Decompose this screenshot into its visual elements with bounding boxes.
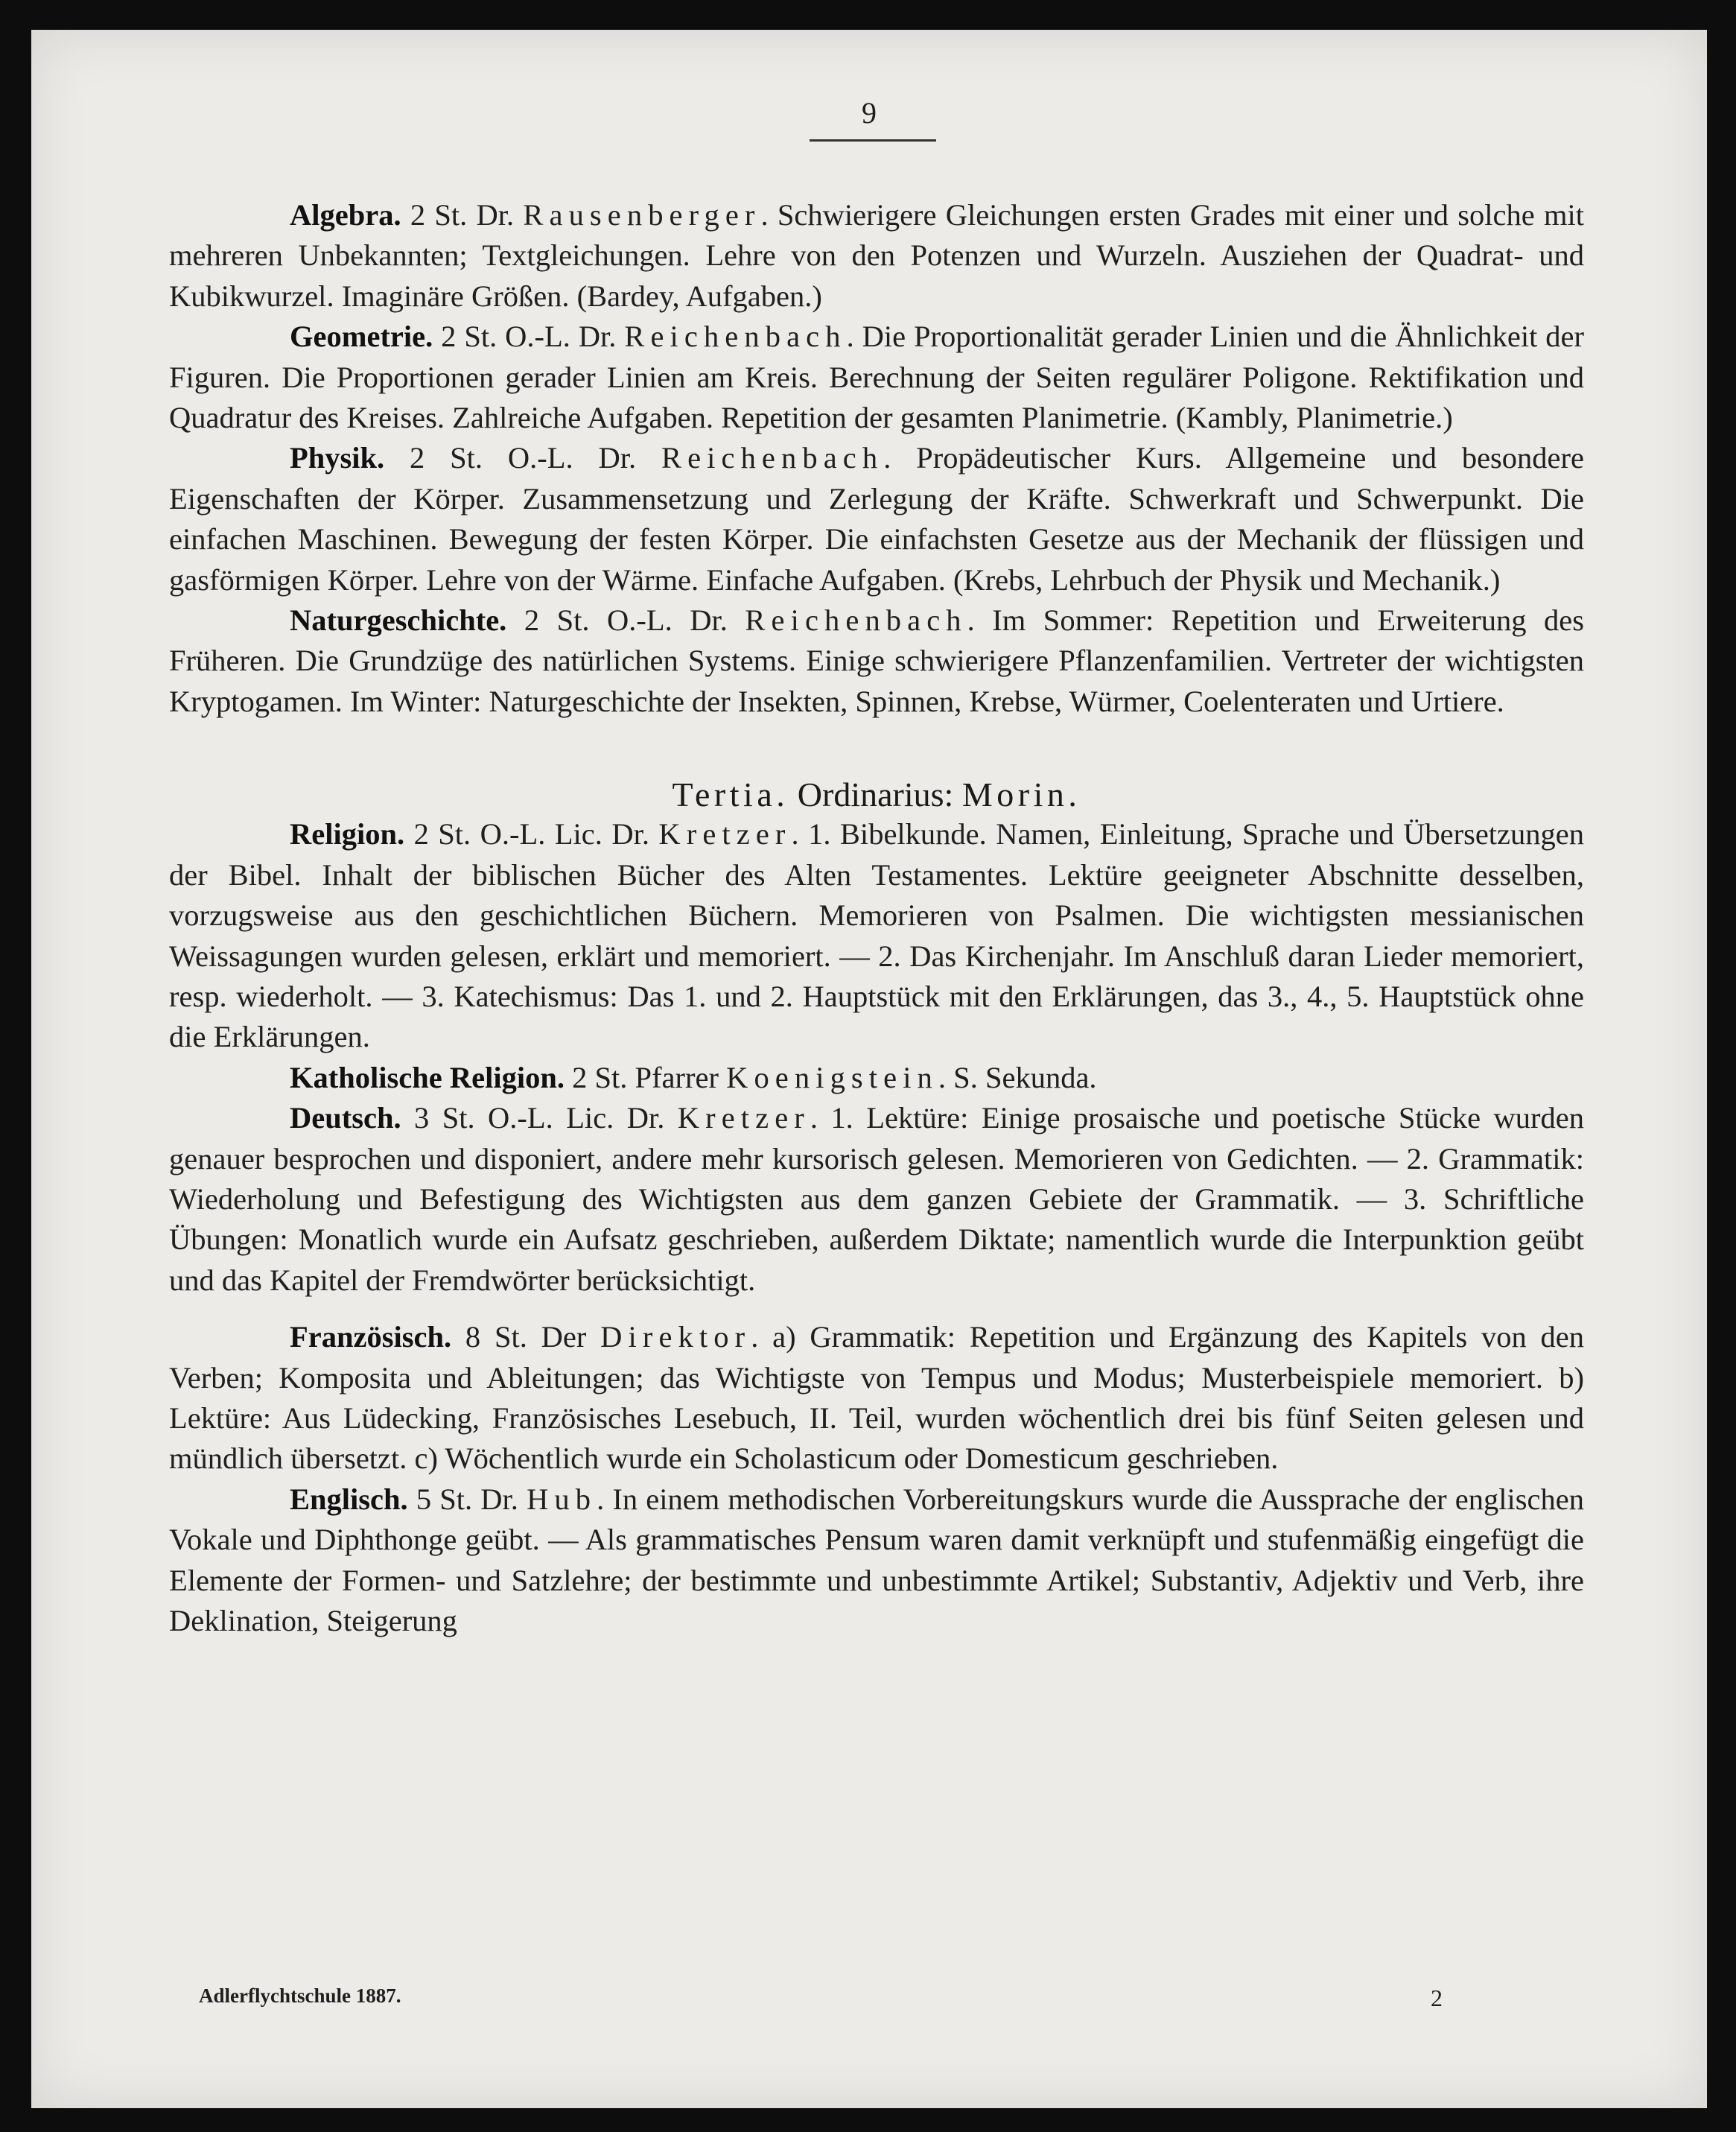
subject-heading: Französisch.	[290, 1320, 452, 1354]
paragraph-physik: Physik. 2 St. O.-L. Dr. Reichenbach. Propädeutischer Kurs. Allgemeine und besondere Eigenschaften der Körper. Zusammensetzung und Zerlegung der Kräfte. Schwerkraft und Schwerpunkt. Die einfachen Maschinen. Bewegung der festen Körper. Die einfachsten Gesetze aus der Mechanik der flüssigen und gasförmigen Körper. Lehre von der Wärme. Einfache Aufgaben. (Krebs, Lehrbuch der Physik und Mechanik.)	[169, 441, 1584, 597]
teacher-name: Kretzer	[658, 817, 792, 851]
teacher-name: Reichenbach	[661, 441, 884, 475]
teacher-name: Kretzer	[677, 1101, 810, 1135]
subject-heading: Physik.	[290, 441, 385, 475]
subject-heading: Geometrie.	[290, 320, 433, 354]
section-heading-tertia: Tertia. Ordinarius: Morin.	[672, 775, 1081, 814]
page-body	[169, 195, 1584, 1641]
page-number: 9	[862, 96, 877, 130]
subject-heading: Deutsch.	[290, 1101, 401, 1135]
teacher-name: Hub	[527, 1482, 597, 1516]
subject-heading: Englisch.	[290, 1482, 408, 1516]
paragraph-algebra: Algebra. 2 St. Dr. Rausenberger. Schwierigere Gleichungen ersten Grades mit einer und solche mit mehreren Unbekannten; Textgleichungen. Lehre von den Potenzen und Wurzeln. Ausziehen der Quadrat- und Kubikwurzel. Imaginäre Größen. (Bardey, Aufgaben.)	[169, 198, 1584, 313]
page-number-underline	[810, 139, 936, 142]
footer-signature-number: 2	[1431, 1985, 1443, 2011]
subject-heading: Religion.	[290, 817, 405, 851]
paragraph-franzoesisch: Französisch. 8 St. Der Direktor. a) Grammatik: Repetition und Ergänzung des Kapitels von den Verben; Komposita und Ableitungen; das Wichtigste von Tempus und Modus; Musterbeispiele memoriert. b) Lektüre: Aus Lüdecking, Französisches Lesebuch, II. Teil, wurden wöchentlich drei bis fünf Seiten gelesen und mündlich übersetzt. c) Wöchentlich wurde ein Scholasticum oder Domesticum geschrieben.	[169, 1320, 1584, 1476]
paragraph-englisch: Englisch. 5 St. Dr. Hub. In einem methodischen Vorbereitungskurs wurde die Aussprache der englischen Vokale und Diphthonge geübt. — Als grammatisches Pensum waren damit verknüpft und stufenmäßig eingefügt die Elemente der Formen- und Satzlehre; der bestimmte und unbestimmte Artikel; Substantiv, Adjektiv und Verb, ihre Deklination, Steigerung	[169, 1482, 1584, 1637]
paragraph-geometrie: Geometrie. 2 St. O.-L. Dr. Reichenbach. Die Proportionalität gerader Linien und die Ähnlichkeit der Figuren. Die Proportionen gerader Linien am Kreis. Berechnung der Seiten regulärer Poligone. Rektifikation und Quadratur des Kreises. Zahlreiche Aufgaben. Repetition der gesamten Planimetrie. (Kambly, Planimetrie.)	[169, 320, 1584, 435]
subject-heading: Naturgeschichte.	[290, 603, 507, 638]
page-footer	[199, 1985, 1443, 2012]
paragraph-deutsch: Deutsch. 3 St. O.-L. Lic. Dr. Kretzer. 1. Lektüre: Einige prosaische und poetische Stücke wurden genauer besprochen und disponiert, andere mehr kursorisch gelesen. Memorieren von Gedichten. — 2. Grammatik: Wiederholung und Befestigung des Wichtigsten aus dem ganzen Gebiete der Grammatik. — 3. Schriftliche Übungen: Monatlich wurde ein Aufsatz geschrieben, außerdem Diktate; namentlich wurde die Interpunktion geübt und das Kapitel der Fremdwörter berücksichtigt.	[169, 1101, 1584, 1297]
document-page	[31, 30, 1707, 2108]
teacher-name: Rausenberger	[523, 198, 761, 232]
footer-school-label: Adlerflychtschule 1887.	[199, 1985, 401, 2007]
paragraph-religion: Religion. 2 St. O.-L. Lic. Dr. Kretzer. 1. Bibelkunde. Namen, Einleitung, Sprache und Übersetzungen der Bibel. Inhalt der biblischen Bücher des Alten Testamentes. Lektüre geeigneter Abschnitte desselben, vorzugsweise aus den geschichtlichen Büchern. Memorieren von Psalmen. Die wichtigsten messianischen Weissagungen wurden gelesen, erklärt und memoriert. — 2. Das Kirchenjahr. Im Anschluß daran Lieder memoriert, resp. wiederholt. — 3. Katechismus: Das 1. und 2. Hauptstück mit den Erklärungen, das 3., 4., 5. Hauptstück ohne die Erklärungen.	[169, 817, 1585, 1054]
subject-heading: Algebra.	[290, 198, 401, 232]
teacher-name: Reichenbach	[745, 603, 967, 638]
teacher-name: Direktor	[600, 1320, 751, 1354]
paragraph-katholische-religion: Katholische Religion. 2 St. Pfarrer Koenigstein. S. Sekunda.	[290, 1060, 1097, 1094]
teacher-name: Reichenbach	[624, 320, 847, 354]
paragraph-gap	[169, 1301, 1584, 1317]
teacher-name: Koenigstein	[726, 1060, 938, 1094]
subject-heading: Katholische Religion.	[290, 1060, 565, 1094]
paragraph-naturgeschichte: Naturgeschichte. 2 St. O.-L. Dr. Reichenbach. Im Sommer: Repetition und Erweiterung des Früheren. Die Grundzüge des natürlichen Systems. Einige schwierigere Pflanzenfamilien. Vertreter der wichtigsten Kryptogamen. Im Winter: Naturgeschichte der Insekten, Spinnen, Krebse, Würmer, Coelenteraten und Urtiere.	[169, 603, 1585, 718]
